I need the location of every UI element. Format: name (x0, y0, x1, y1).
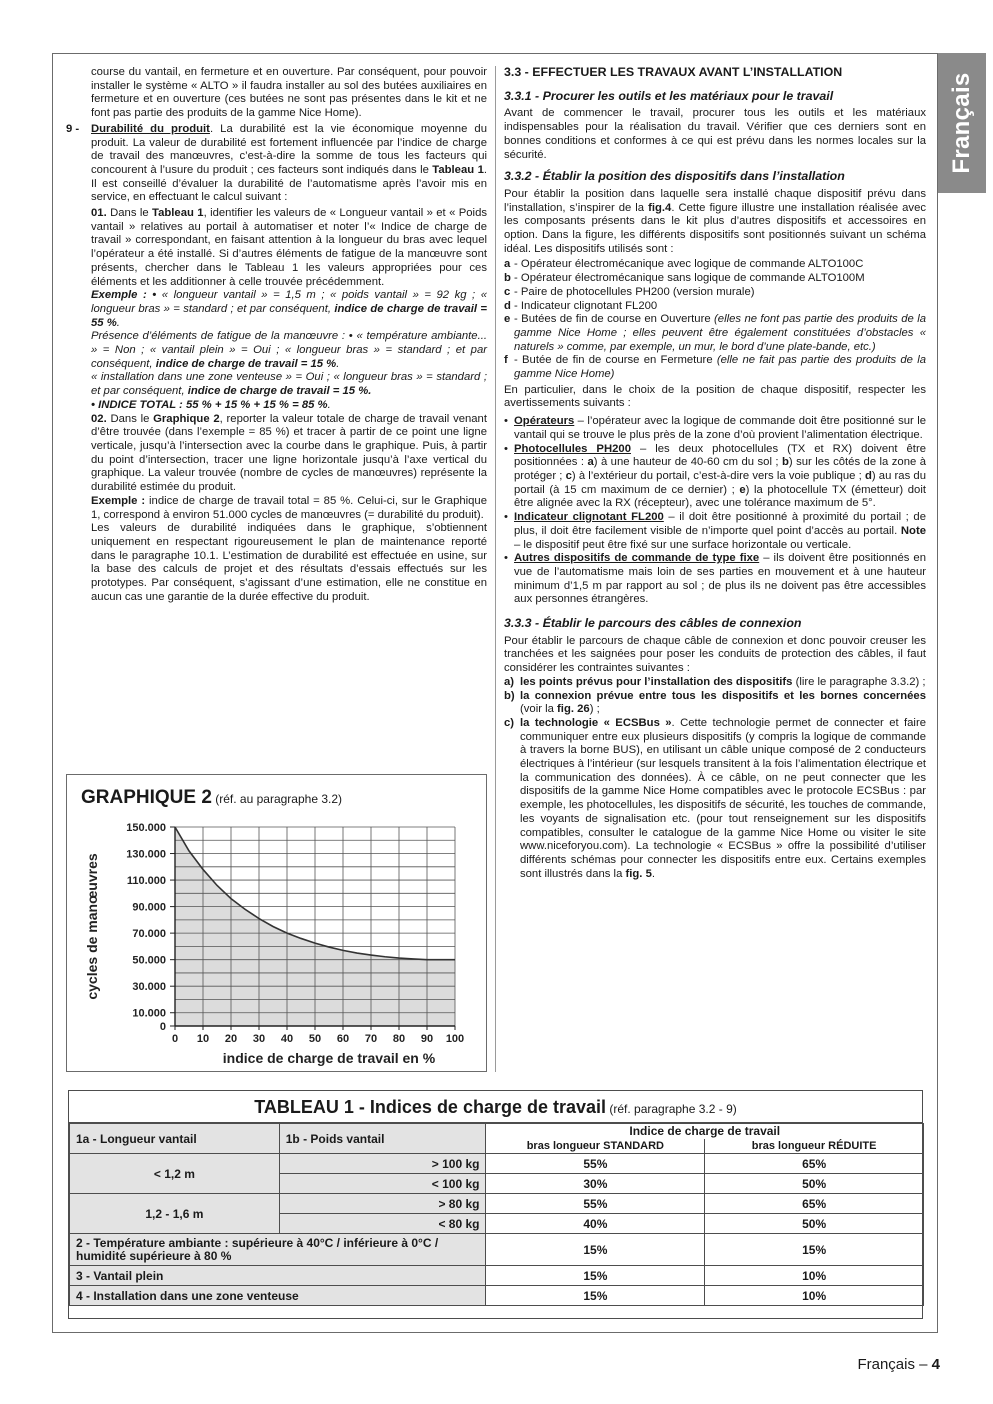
reduced-cell: 65% (705, 1194, 924, 1214)
warning-photocells-key-e: e (739, 483, 746, 496)
warnings-list (504, 415, 926, 607)
section-3-3-2-text-a: Pour établir la position dans laquelle sera installé chaque dispositif prévu dans l’installation, s’inspirer de la (504, 187, 926, 214)
language-tab-label: Français (948, 72, 975, 174)
x-tick-label: 60 (336, 1033, 350, 1045)
device-e-text-a: - Butées de fin de course en Ouverture (514, 313, 715, 326)
standard-cell: 15% (486, 1234, 705, 1266)
x-tick-label: 10 (196, 1033, 210, 1045)
standard-cell: 15% (486, 1286, 705, 1306)
weight-cell: > 80 kg (279, 1194, 486, 1214)
step-02 (66, 413, 487, 495)
example-2-text-c: . (336, 357, 340, 370)
step-01-number: 01. (91, 207, 107, 220)
table-row (70, 1286, 924, 1306)
device-d-text: - Indicateur clignotant FL200 (514, 299, 658, 312)
reduced-cell: 50% (705, 1214, 924, 1234)
constraint-c-key: c) (504, 716, 515, 729)
durability-chart (67, 775, 486, 1071)
x-tick-label: 30 (252, 1033, 266, 1045)
standard-cell: 55% (486, 1154, 705, 1174)
section-3-3-2-heading: 3.3.2 - Établir la position des dispositifs dans l’installation (504, 169, 845, 184)
weight-cell: < 100 kg (279, 1174, 486, 1194)
item-9-title: Durabilité du produit (91, 122, 210, 135)
graph-box (66, 774, 487, 1072)
warning-flasher (504, 511, 926, 552)
warning-operators (504, 415, 926, 442)
factor-label: 3 - Vantail plein (70, 1266, 486, 1286)
y-tick-label: 0 (159, 1021, 166, 1033)
step-01-text-c: , identifier les valeurs de « Longueur vantail » et « Poids vantail » relatives au portail à automatiser et noter l’« Indice de charge de travail » correspondant, en faisant attention à la longueur du bras avec lequel l’opérateur a été installé. Si d’autres éléments de fatigue de la manœuvre sont présents, chercher dans le Tableau 1 les valeurs appropriées pour ces éléments et les additionner à celle trouvée précédemment. (91, 207, 487, 288)
paragraph-durability-note: Les valeurs de durabilité indiquées dans le graphique, s’obtiennent uniquement en respectant rigoureusement le plan de maintenance reporté dans le paragraphe 10.1. L’estimation de durabilité est effectuée en usine, sur la base des calculs de projet et des résultats d’essais effectués sur les prototypes. Par conséquent, s’agissant d’une estimation, elle ne constitue en aucun cas une garantie de la durée effective du produit. (91, 522, 487, 603)
standard-cell: 55% (486, 1194, 705, 1214)
device-e-text-b: (elles ne font pas partie des produits de la gamme Nice Home ; elles peuvent être également constituées d’obstacles « naturels » comme, par exemple, un mur, le bord d’une plate-bande, etc.) (514, 313, 926, 353)
column-divider (495, 66, 496, 1072)
section-3-3-1-text: Avant de commencer le travail, procurer tous les outils et les matériaux indispensables pour la réalisation du travail. Vérifier que ces derniers sont en bonnes conditions et conformes à ce qui est prévu dans les normes locales sur la sécurité. (504, 107, 926, 161)
warning-photocells-key-c: c (565, 469, 572, 482)
device-c-key: c (504, 285, 511, 298)
device-f-key: f (504, 354, 508, 367)
weight-cell: > 100 kg (279, 1154, 486, 1174)
warning-flasher-title: Indicateur clignotant FL200 (514, 511, 664, 524)
example-3 (66, 371, 487, 398)
header-reduced: bras longueur RÉDUITE (705, 1139, 924, 1154)
reduced-cell: 15% (705, 1234, 924, 1266)
constraint-b-title: la connexion prévue entre tous les dispositifs et les bornes concernées (520, 689, 926, 702)
factor-label: 4 - Installation dans une zone venteuse (70, 1286, 486, 1306)
standard-cell: 15% (486, 1266, 705, 1286)
section-3-3-2-text-b: fig.4 (648, 201, 672, 214)
x-tick-label: 20 (224, 1033, 238, 1045)
step-01-text-b: Tableau 1 (152, 207, 204, 220)
section-3-3-heading: 3.3 - EFFECTUER LES TRAVAUX AVANT L’INSTALLATION (504, 65, 843, 79)
header-length: 1a - Longueur vantail (70, 1124, 280, 1154)
table-row (70, 1234, 924, 1266)
constraint-c-text-a: . Cette technologie permet de connecter et faire communiquer entre eux plusieurs dispositifs (y compris la logique de commande à travers la borne BUS), en utilisant un câble unique composé de 2 conducteurs électriques à l’intérieur (sur lesquels transitent à la fois l’alimentation électrique et la communication des données). À ce câble, on ne peut connecter que les dispositifs de la gamme Nice Home compatibles avec le protocole ECSBus : par exemple, les photocellules, les dispositifs de sécurité, les touches de commande, les voyants de signalisation etc. (pour tout renseignement sur les dispositifs compatibles, consulter le catalogue de la gamme Nice Home ou visiter le site www.niceforyou.com). La technologie « ECSBus » offre la possibilité d’utiliser différents schémas pour connecter les dispositifs entre eux. Certains exemples sont illustrés dans la (520, 716, 926, 880)
example-2-text-a: Présence d’éléments de fatigue de la manœuvre : • « température ambiante... » = Non ; « vantail plein » = Oui ; « longueur bras » = standard ; et par conséquent, (91, 330, 487, 370)
x-tick-label: 50 (308, 1033, 322, 1045)
length-cell: < 1,2 m (70, 1154, 280, 1194)
warning-flasher-text-b: – le dispositif peut être fixé sur une surface horizontale ou verticale. (514, 538, 852, 551)
language-tab (938, 53, 986, 193)
header-weight: 1b - Poids vantail (279, 1124, 486, 1154)
warning-flasher-note: Note (900, 524, 926, 537)
item-9-text-a: . La durabilité est la vie économique moyenne du produit. La valeur de durabilité est fortement influencée par l’indice de charge de travail des manœuvres, c’est-à-dire la somme de tous les facteurs qui concourent à l’usure du produit ; ces facteurs sont indiqués dans le (91, 122, 487, 176)
graph-title-ref: (réf. au paragraphe 3.2) (211, 792, 342, 806)
example-durability-text: indice de charge de travail total = 85 %. Celui-ci, sur le Graphique 1, correspond à environ 51.000 cycles de manœuvres (= durabilité du produit). (91, 494, 487, 521)
warning-photocells-text-c: ) sur les côtés de la zone à protéger ; (514, 456, 926, 482)
item-9-text-c: . Il est conseillé d’évaluer la durabilité de l’automatisme après l’avoir mis en service, en effectuant le calcul suivant : (91, 163, 487, 204)
warning-photocells-title: Photocellules PH200 (514, 442, 631, 455)
item-9 (66, 123, 487, 205)
reduced-cell: 10% (705, 1286, 924, 1306)
section-3-3-1-heading: 3.3.1 - Procurer les outils et les matériaux pour le travail (504, 88, 834, 103)
y-tick-label: 150.000 (126, 822, 166, 834)
warning-flasher-text-a: – il doit être positionné à proximité du portail ; de plus, il doit être facilement visible de n’importe quel point d’accès au portail. (514, 511, 926, 537)
warning-photocells-text-f: ) la photocellule TX (émetteur) doit être alignée avec la RX (récepteur), avec une tolérance maximum de 5°. (514, 483, 926, 510)
warning-fixed-controls (504, 552, 926, 607)
step-01 (66, 207, 487, 289)
page-footer (857, 1356, 940, 1373)
constraint-c-title: la technologie « ECSBus » (520, 716, 672, 729)
warning-photocells-key-a: a (587, 456, 594, 469)
indice-total-text: • INDICE TOTAL : 55 % + 15 % + 15 % = 85 % (91, 398, 328, 411)
y-tick-label: 130.000 (126, 848, 166, 861)
weight-cell: < 80 kg (279, 1214, 486, 1234)
device-list (504, 258, 926, 381)
device-b-key: b (504, 272, 511, 285)
indice-total-end: . (327, 398, 331, 411)
y-tick-label: 90.000 (132, 901, 166, 914)
standard-cell: 30% (486, 1174, 705, 1194)
device-d (504, 300, 926, 314)
constraints-list (504, 676, 926, 882)
constraint-c (504, 717, 926, 881)
table-row (70, 1266, 924, 1286)
device-b-text: - Opérateur électromécanique sans logique de commande ALTO100M (514, 272, 865, 285)
example-1-text-c: . (116, 316, 120, 329)
device-f-text-a: - Butée de fin de course en Fermeture (514, 354, 717, 367)
graph-title-text: GRAPHIQUE 2 (81, 787, 212, 808)
warning-photocells-key-d: d (864, 469, 872, 482)
table-row (70, 1194, 924, 1214)
constraint-a-text: (lire le paragraphe 3.3.2) ; (792, 675, 926, 688)
item-9-text-b: Tableau 1 (432, 163, 484, 176)
device-d-key: d (504, 299, 511, 312)
constraint-b-text-a: (voir la (520, 703, 558, 716)
x-tick-label: 90 (420, 1033, 434, 1045)
step-02-text-c: , reporter la valeur totale de charge de travail venant d’être trouvée (dans l’exemple = 85 %) et tracer à partir de ce point une ligne verticale, jusqu’à l’intersection avec la courbe dans le graphique. Puis, à partir du point d’intersection, tracer une ligne horizontale jusqu’à l’axe vertical du graphique. La valeur trouvée (nombre de cycles de manœuvres) représente la durabilité estimée du produit. (91, 412, 487, 494)
device-a-text: - Opérateur électromécanique avec logique de commande ALTO100C (514, 258, 864, 271)
warnings-intro: En particulier, dans le choix de la position de chaque dispositif, respecter les avertissements suivants : (504, 383, 926, 410)
right-column (504, 66, 926, 881)
device-a (504, 258, 926, 272)
warning-photocells-key-b: b (781, 456, 789, 469)
factor-label: 2 - Température ambiante : supérieure à 40°C / inférieure à 0°C / humidité supérieure à 80 % (70, 1234, 486, 1266)
section-3-3-2-text-c: . Cette figure illustre une installation réalisée avec les composants présents dans le kit plus d’autres dispositifs et accessoires en option. Dans la figure, les différents dispositifs sont positionnés suivant un schéma idéal. Les dispositifs utilisés sont : (504, 201, 926, 255)
header-index: Indice de charge de travail (486, 1124, 924, 1139)
warning-operators-title: Opérateurs (514, 415, 575, 428)
device-b (504, 272, 926, 286)
x-tick-label: 0 (171, 1033, 179, 1045)
table-1 (68, 1090, 923, 1319)
device-a-key: a (504, 258, 511, 271)
section-3-3-3-heading: 3.3.3 - Établir le parcours des câbles de connexion (504, 616, 802, 631)
y-tick-label: 10.000 (132, 1007, 166, 1020)
indice-total (66, 399, 487, 413)
example-1-label: Exemple : • (91, 289, 157, 302)
item-9-number: 9 - (66, 122, 80, 135)
header-standard: bras longueur STANDARD (486, 1139, 705, 1154)
constraint-c-text-b: . (651, 867, 656, 880)
example-durability (66, 495, 487, 522)
constraint-a (504, 676, 926, 690)
y-axis-label: cycles de manœuvres (84, 853, 100, 1000)
length-cell: 1,2 - 1,6 m (70, 1194, 280, 1234)
step-01-text-a: Dans le (106, 207, 153, 220)
device-c-text: - Paire de photocellules PH200 (version murale) (514, 285, 755, 298)
example-1-text-b: indice de charge de travail = 55 % (91, 302, 487, 329)
warning-photocells-text-b: ) à une hauteur de 40-60 cm du sol ; (593, 456, 782, 469)
table-title (69, 1091, 922, 1123)
constraint-a-key: a) (504, 675, 515, 688)
warning-fixed-controls-title: Autres dispositifs de commande de type fixe (514, 552, 760, 565)
warning-photocells-text-a: – les deux photocellules (TX et RX) doivent être positionnées : (514, 442, 926, 469)
warning-operators-text: – l’opérateur avec la logique de commande doit être positionné sur le vantail qui se trouve le plus près de la zone d’où provient l’alimentation électrique. (514, 415, 926, 441)
section-3-3-3-text: Pour établir le parcours de chaque câble de connexion et donc pouvoir creuser les tranchées et les saignées pour poser les conduits de protection des câbles, il faut considérer les contraintes suivantes : (504, 634, 926, 675)
section-3-3-2-text (504, 188, 926, 257)
device-c (504, 286, 926, 300)
left-column (66, 66, 487, 604)
table-header-row (70, 1124, 924, 1139)
example-durability-label: Exemple : (91, 494, 146, 507)
constraint-b-key: b) (504, 689, 515, 702)
device-e-key: e (504, 313, 511, 326)
table-title-text: TABLEAU 1 - Indices de charge de travail (254, 1097, 607, 1117)
step-02-text-b: Graphique 2 (153, 412, 220, 425)
warning-photocells-text-d: ) à l’extérieur du portail, c’est-à-dire vers la voie publique ; (571, 469, 865, 482)
example-1-text-a: « longueur vantail » = 1,5 m ; « poids vantail » = 92 kg ; « longueur bras » = standard ; et par conséquent, (91, 289, 488, 315)
standard-cell: 40% (486, 1214, 705, 1234)
y-tick-label: 70.000 (132, 928, 166, 941)
y-tick-label: 110.000 (126, 875, 166, 888)
step-02-text-a: Dans le (106, 412, 154, 425)
x-tick-label: 80 (392, 1033, 406, 1045)
example-3-text-a: « installation dans une zone venteuse » = Oui ; « longueur bras » = standard ; et par conséquent, (91, 371, 487, 398)
y-tick-label: 30.000 (132, 981, 166, 994)
table-body (69, 1123, 924, 1306)
example-2 (66, 330, 487, 371)
paragraph-continued: course du vantail, en fermeture et en ouverture. Par conséquent, pour pouvoir installer le système « ALTO » il faudra installer au sol des butées auxiliaires en fermeture et en ouverture (ces butées ne sont pas présentes dans le kit et ne font pas partie des produits de la gamme Nice Home). (91, 66, 487, 120)
device-f (504, 354, 926, 381)
constraint-b (504, 690, 926, 717)
example-2-text-b: indice de charge de travail = 15 % (155, 357, 337, 370)
example-3-text-b: indice de charge de travail = 15 %. (187, 385, 372, 398)
x-tick-label: 40 (280, 1033, 294, 1045)
table-title-ref: (réf. paragraphe 3.2 - 9) (606, 1102, 737, 1116)
footer-language: Français – (857, 1356, 932, 1373)
y-tick-label: 50.000 (132, 954, 166, 967)
page-number: 4 (931, 1356, 940, 1373)
constraint-b-text-b: ) ; (589, 703, 600, 716)
device-f-text-b: (elle ne fait pas partie des produits de la gamme Nice Home) (514, 354, 926, 381)
device-e (504, 313, 926, 354)
x-tick-label: 70 (364, 1033, 378, 1045)
constraint-b-fig: fig. 26 (557, 703, 590, 716)
reduced-cell: 50% (705, 1174, 924, 1194)
constraint-c-fig: fig. 5 (625, 867, 652, 880)
x-axis-label: indice de charge de travail en % (222, 1050, 436, 1066)
warning-photocells-text-e: ) au ras du portail (à 15 cm maximum de ce dernier) ; (514, 469, 926, 496)
step-02-number: 02. (91, 412, 107, 425)
reduced-cell: 65% (705, 1154, 924, 1174)
reduced-cell: 10% (705, 1266, 924, 1286)
constraint-a-title: les points prévus pour l’installation des dispositifs (520, 675, 793, 688)
table-row (70, 1154, 924, 1174)
warning-photocells (504, 443, 926, 512)
example-1 (66, 289, 487, 330)
warning-fixed-controls-text: – ils doivent être positionnés en vue de l’automatisme mais loin de ses parties en mouvement et à une hauteur minimum d’1,5 m par rapport au sol ; de plus ils ne doivent pas être accessibles aux personnes étrangères. (514, 552, 926, 606)
x-tick-label: 100 (445, 1033, 465, 1045)
